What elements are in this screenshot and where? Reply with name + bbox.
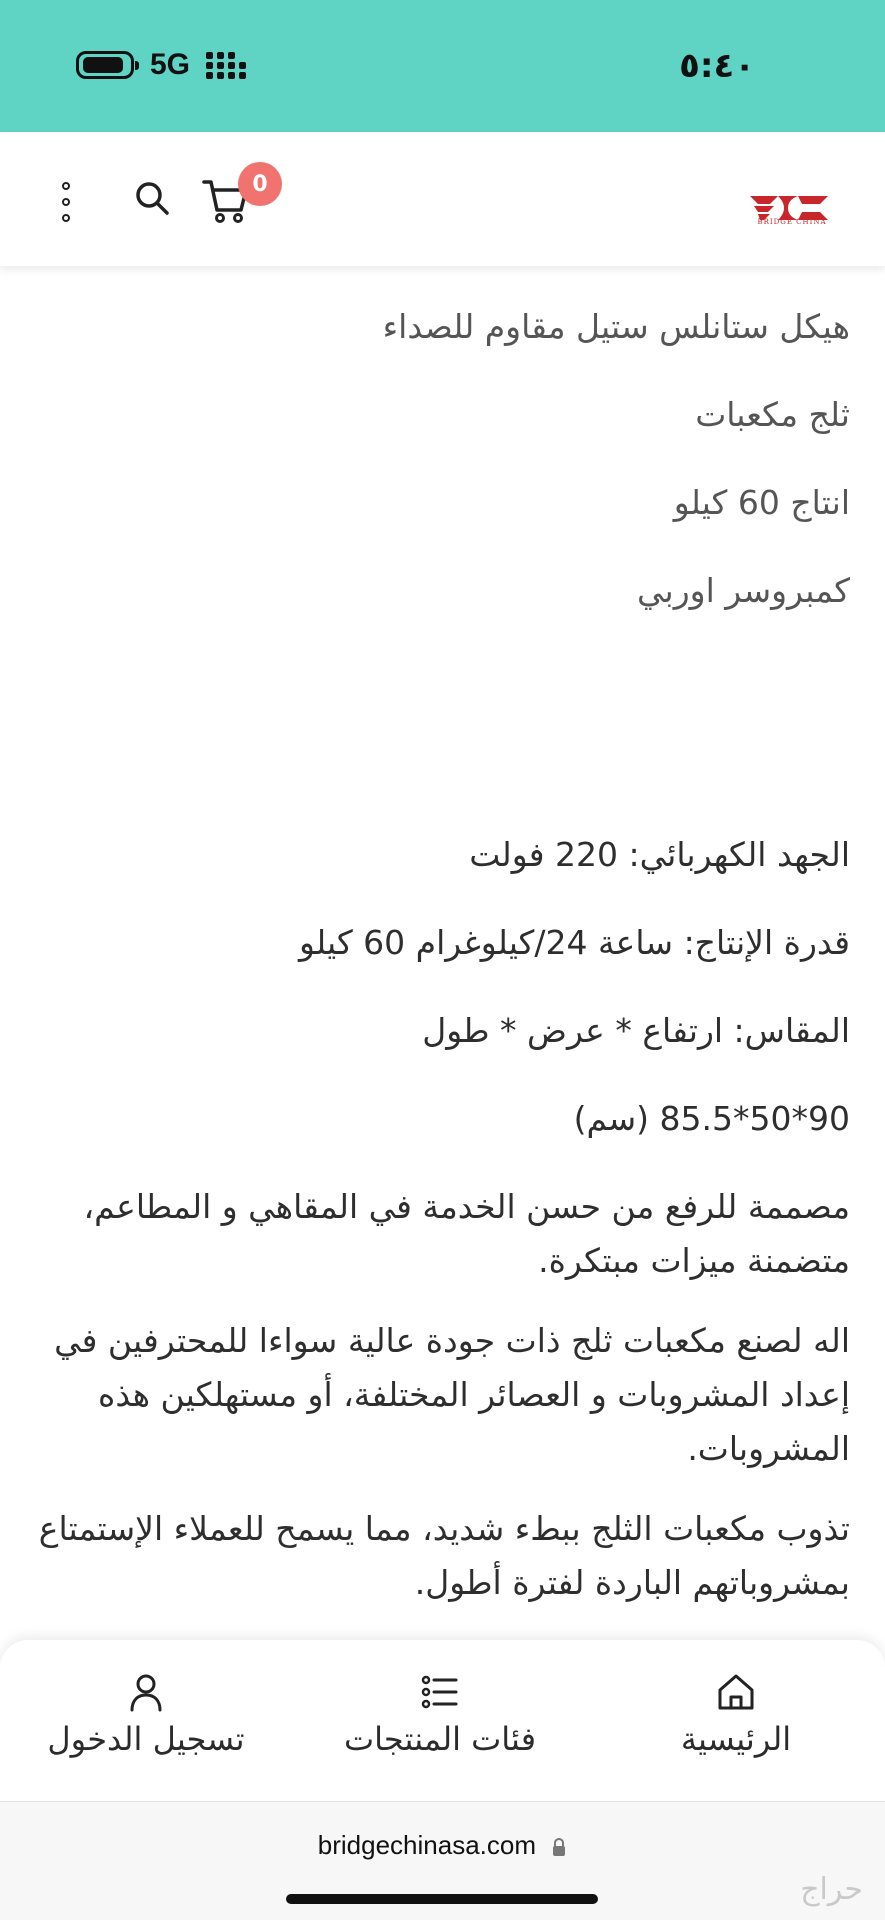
description-paragraph: مصممة للرفع من حسن الخدمة في المقاهي و المطاعم، متضمنة ميزات مبتكرة. [83, 1187, 850, 1280]
status-indicators [76, 48, 246, 82]
bridge-china-logo[interactable] [748, 182, 832, 236]
address-bar[interactable] [0, 1830, 885, 1861]
home-indicator[interactable] [286, 1894, 598, 1904]
logo-text: BRIDGE CHINA [757, 218, 827, 226]
nav-login[interactable] [16, 1670, 276, 1758]
description-paragraph: اله لصنع مكعبات ثلج ذات جودة عالية سواءا للمحترفين في إعداد المشروبات و العصائر المختلفة، أو مستهلكين هذه المشروبات. [54, 1321, 850, 1468]
feature-line: ثلج مكعبات [695, 395, 850, 434]
nav-categories-label: فئات المنتجات [344, 1720, 536, 1758]
haraj-watermark: حراج [800, 1872, 863, 1907]
battery-icon [76, 51, 134, 79]
user-icon [124, 1670, 168, 1714]
list-icon [418, 1670, 462, 1714]
nav-categories[interactable] [310, 1670, 570, 1758]
product-description [30, 300, 850, 1610]
spec-line: الجهد الكهربائي: 220 فولت [469, 835, 850, 874]
spec-line: قدرة الإنتاج: ساعة 24/كيلوغرام 60 كيلو [299, 923, 850, 962]
status-time: ٥:٤٠ [679, 46, 755, 86]
nav-login-label: تسجيل الدخول [47, 1720, 245, 1758]
feature-line: هيكل ستانلس ستيل مقاوم للصداء [382, 307, 850, 346]
network-type: 5G [150, 48, 191, 81]
bottom-navigation [0, 1640, 885, 1802]
lock-icon [551, 1837, 567, 1857]
nav-home-label: الرئيسية [680, 1720, 792, 1758]
home-icon [714, 1670, 758, 1714]
url-text: bridgechinasa.com [317, 1830, 536, 1860]
more-menu-icon[interactable] [54, 182, 78, 222]
spec-line: 90*50*85.5 (سم) [573, 1099, 850, 1138]
nav-home[interactable] [606, 1670, 866, 1758]
browser-bar [0, 1802, 885, 1920]
cart-count-badge: 0 [238, 162, 282, 206]
feature-line: كمبروسر اوربي [637, 571, 850, 610]
feature-line: انتاج 60 كيلو [673, 483, 850, 522]
spec-line: المقاس: ارتفاع * عرض * طول [422, 1011, 850, 1050]
site-header [0, 132, 885, 266]
description-paragraph: تذوب مكعبات الثلج ببطء شديد، مما يسمح للعملاء الإستمتاع بمشروباتهم الباردة لفترة أطول. [38, 1509, 850, 1602]
status-bar [0, 0, 885, 132]
search-icon[interactable] [132, 178, 172, 218]
signal-icon [206, 52, 246, 79]
